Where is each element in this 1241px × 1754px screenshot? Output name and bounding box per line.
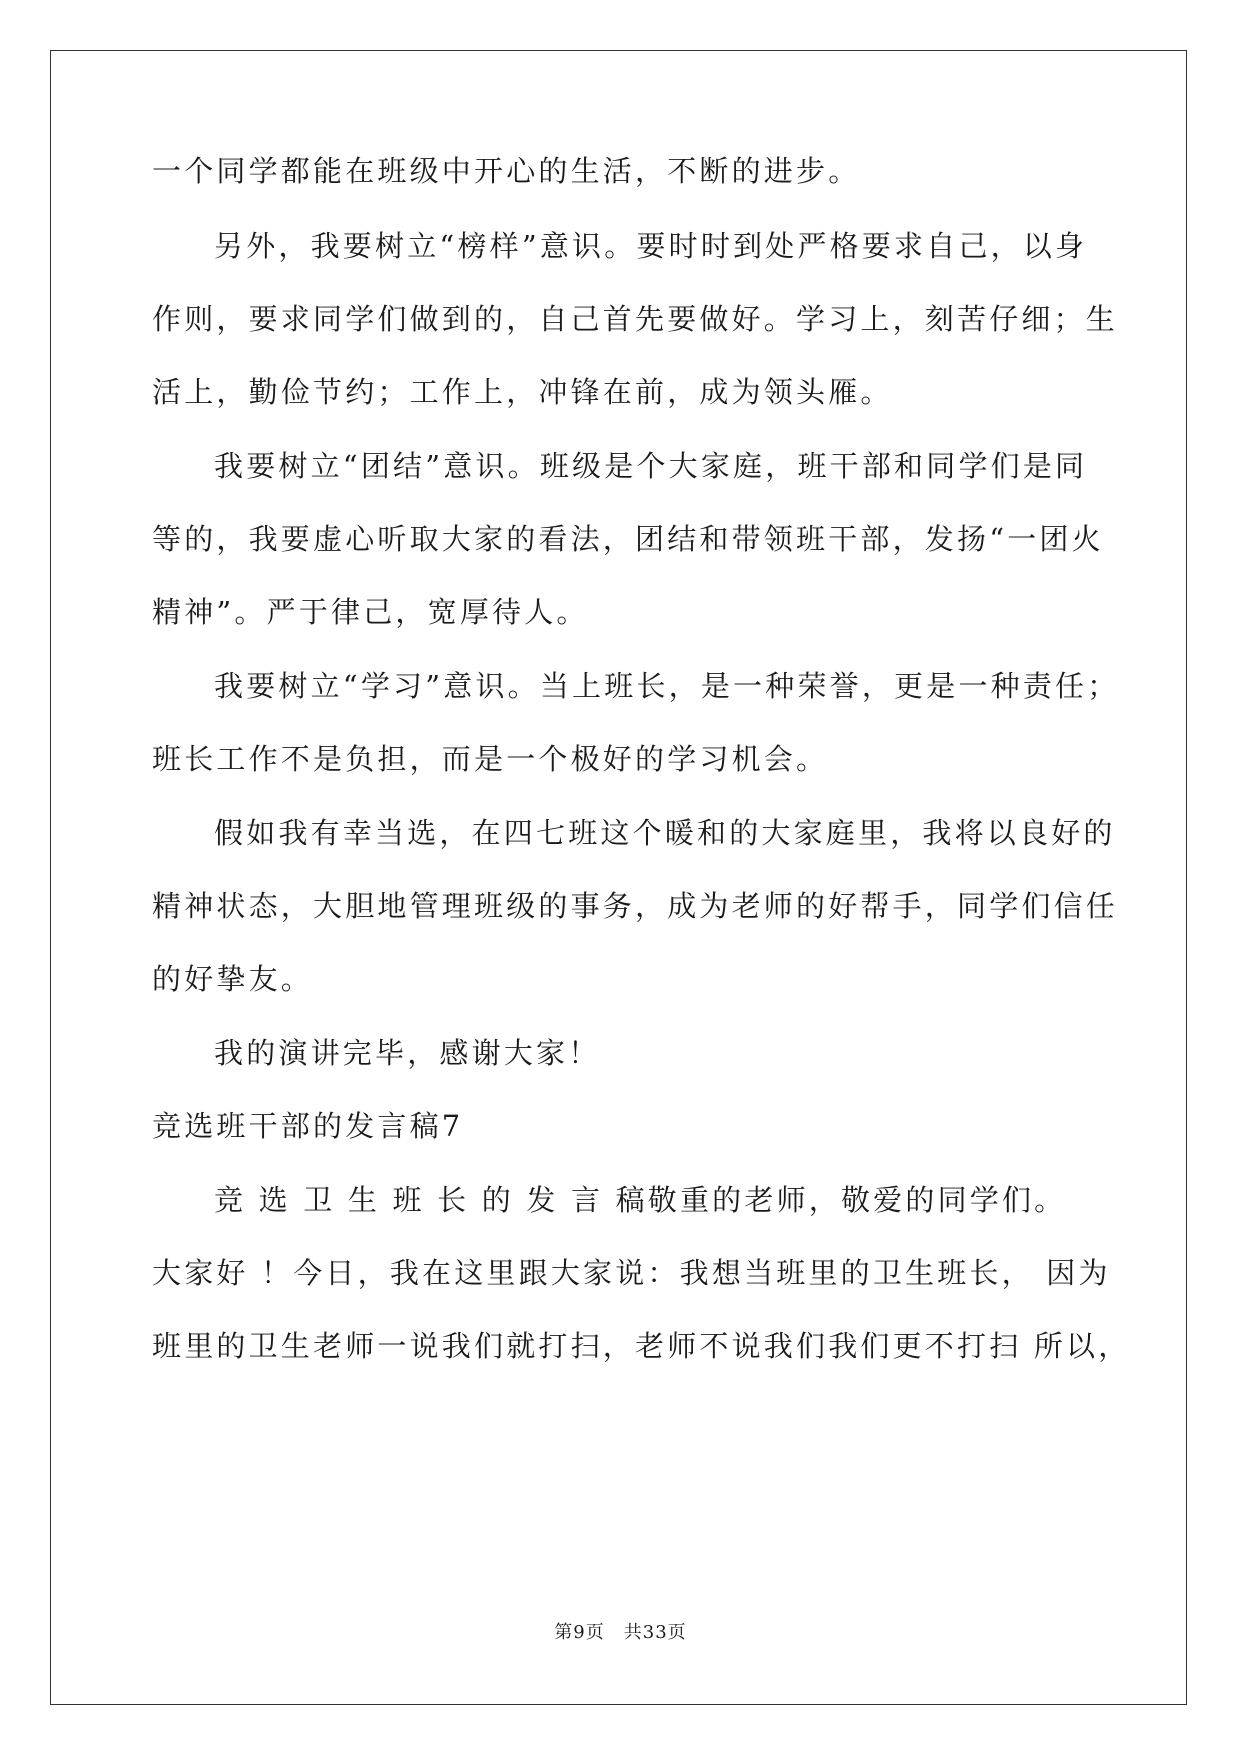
text-line: 班长工作不是负担，而是一个极好的学习机会。 <box>152 742 829 776</box>
text-line: 的好挚友。 <box>152 962 314 996</box>
text-line: 大家好 ！今日，我在这里跟大家说：我想当班里的卫生班长， 因为 <box>152 1256 1111 1290</box>
page-number: 第9页 共33页 <box>554 1622 687 1643</box>
text-line: 精神”。严于律己，宽厚待人。 <box>152 595 589 629</box>
paragraph-start: 竞 选 卫 生 班 长 的 发 言 稿敬重的老师，敬爱的同学们。 <box>214 1183 1067 1217</box>
section-heading: 竞选班干部的发言稿7 <box>152 1109 464 1143</box>
paragraph-start: 我的演讲完毕，感谢大家！ <box>214 1036 601 1070</box>
paragraph-start: 我要树立“团结”意识。班级是个大家庭，班干部和同学们是同 <box>214 449 1088 483</box>
paragraph-start: 假如我有幸当选，在四七班这个暖和的大家庭里，我将以良好的 <box>214 816 1116 850</box>
text-line: 班里的卫生老师一说我们就打扫，老师不说我们我们更不打扫 所以， <box>152 1329 1131 1363</box>
paragraph-start: 我要树立“学习”意识。当上班长，是一种荣誉，更是一种责任； <box>214 669 1120 703</box>
text-line: 一个同学都能在班级中开心的生活，不断的进步。 <box>152 154 861 188</box>
text-line: 等的，我要虚心听取大家的看法，团结和带领班干部，发扬“一团火 <box>152 522 1104 556</box>
text-line: 精神状态，大胆地管理班级的事务，成为老师的好帮手，同学们信任 <box>152 889 1119 923</box>
paragraph-start: 另外，我要树立“榜样”意识。要时时到处严格要求自己，以身 <box>214 229 1088 263</box>
text-line: 作则，要求同学们做到的，自己首先要做好。学习上，刻苦仔细；生 <box>152 302 1119 336</box>
text-line: 活上，勤俭节约；工作上，冲锋在前，成为领头雁。 <box>152 375 893 409</box>
